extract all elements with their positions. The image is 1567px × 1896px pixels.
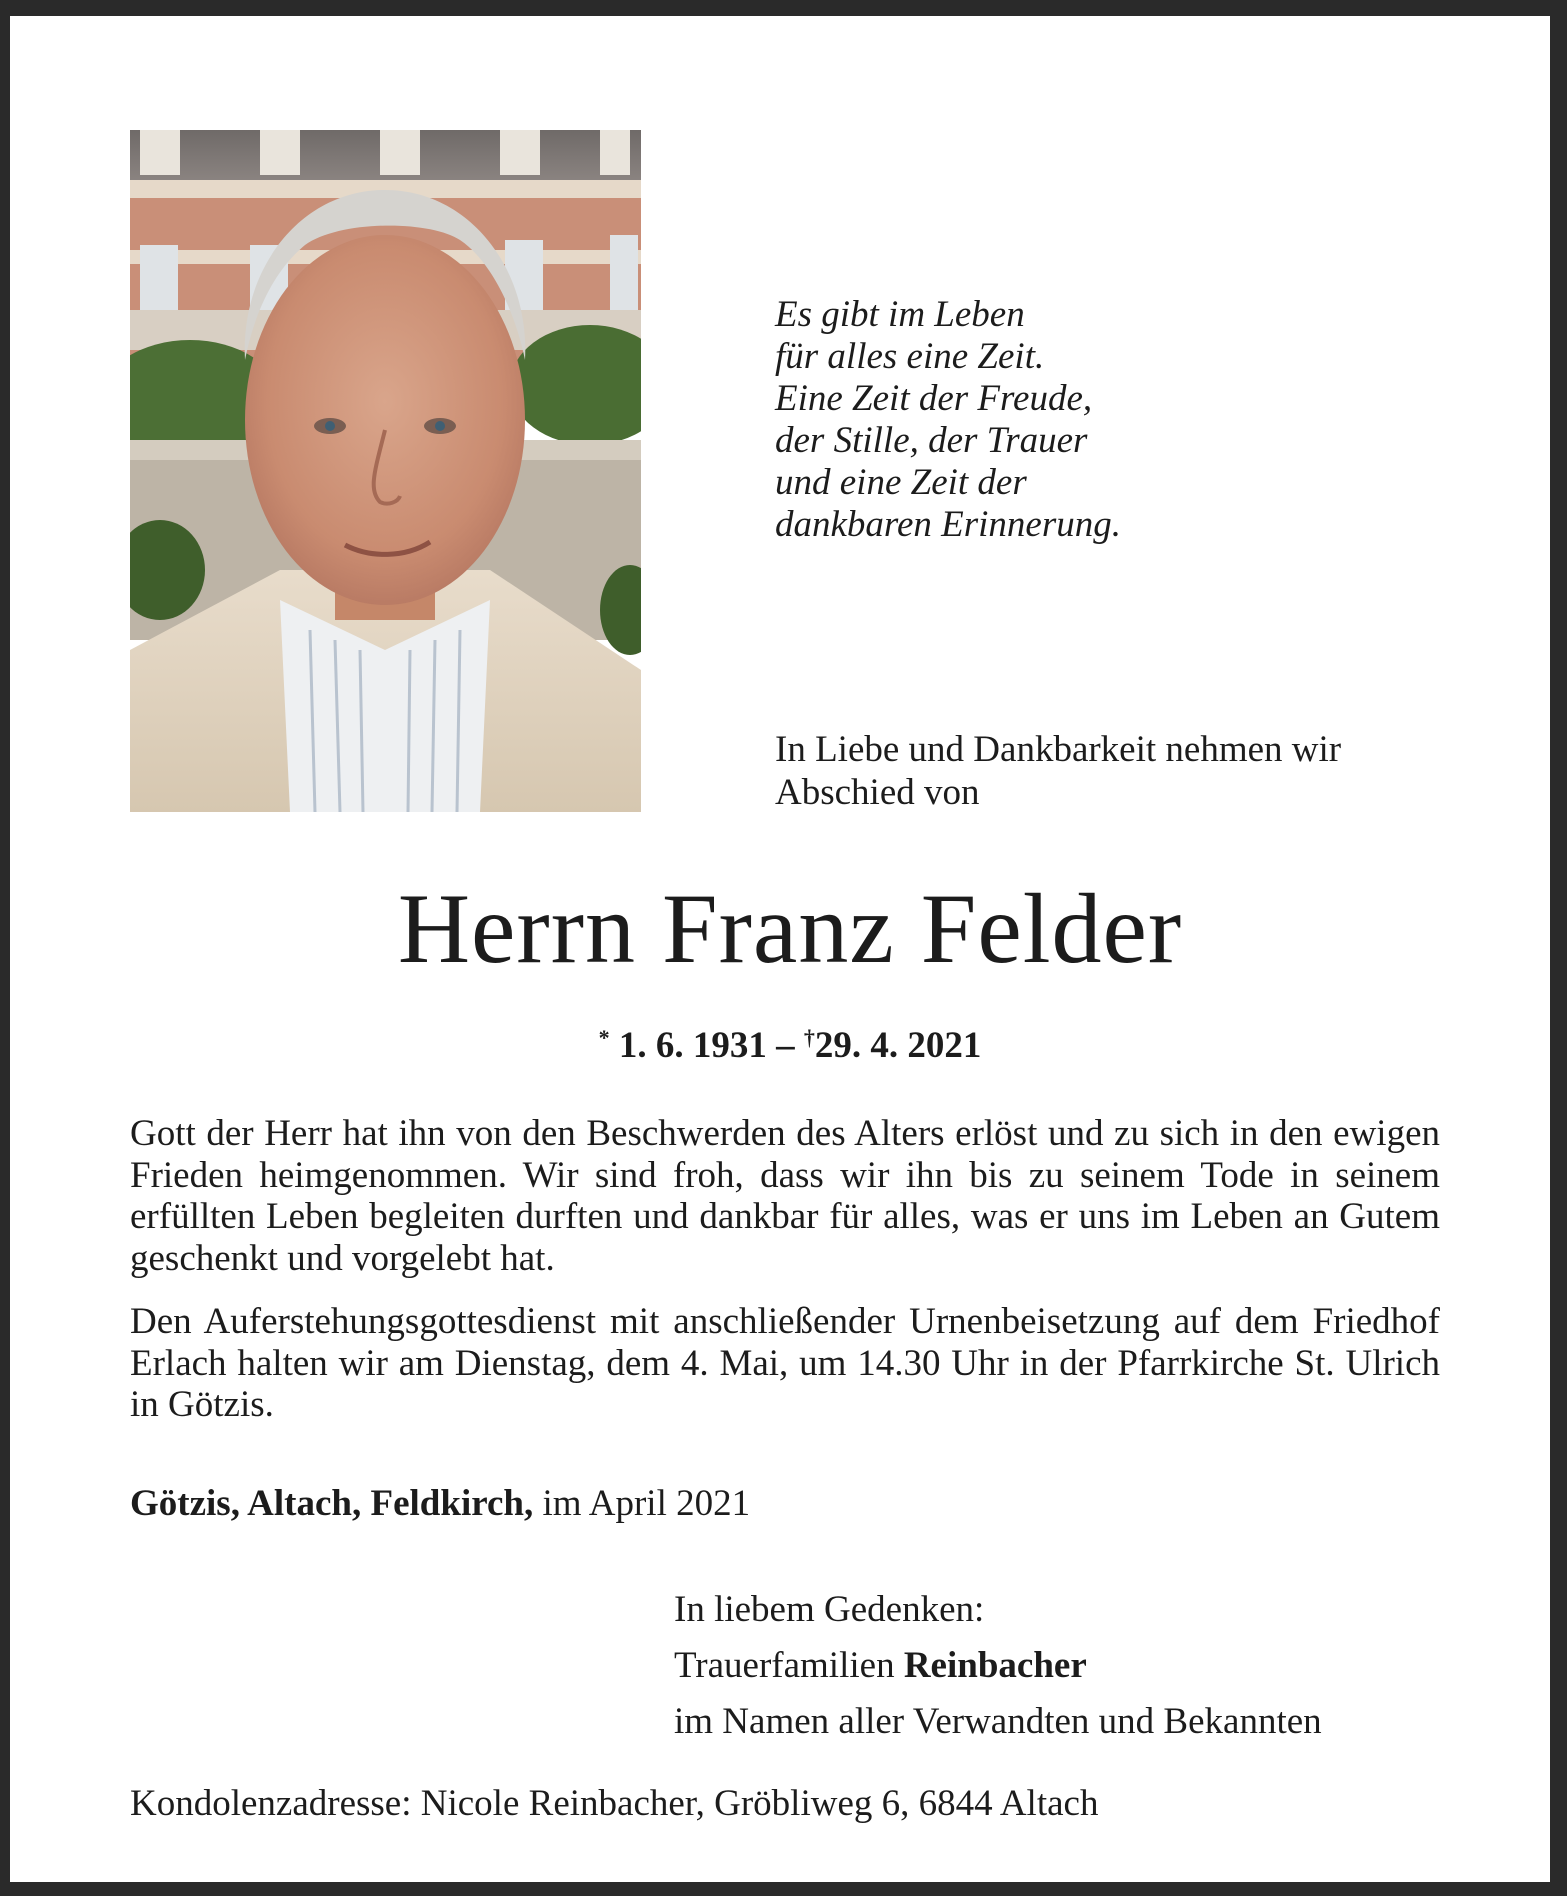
portrait-image <box>130 130 641 812</box>
poem-line: Es gibt im Leben <box>775 294 1025 335</box>
poem-line: und eine Zeit der <box>775 462 1027 503</box>
condolence-address: Kondolenzadresse: Nicole Reinbacher, Gröbliweg 6, 6844 Altach <box>130 1783 1099 1824</box>
families-prefix: Trauerfamilien <box>674 1645 895 1686</box>
closing-block <box>674 1582 1322 1750</box>
deceased-name: Herrn Franz Felder <box>397 873 1183 984</box>
poem-line: der Stille, der Trauer <box>775 420 1088 461</box>
poem-line: dankbaren Erinnerung. <box>775 504 1121 545</box>
death-symbol: † <box>803 1025 815 1050</box>
closing-line: In liebem Gedenken: <box>674 1589 985 1630</box>
places: Götzis, Altach, Feldkirch, <box>130 1483 534 1524</box>
intro-line: In Liebe und Dankbarkeit nehmen wir <box>775 729 1342 770</box>
birth-date: 1. 6. 1931 <box>618 1025 767 1066</box>
closing-line: im Namen aller Verwandten und Bekannten <box>674 1701 1322 1742</box>
poem <box>775 294 1121 546</box>
month-year: im April 2021 <box>542 1483 751 1524</box>
date-separator: – <box>776 1025 795 1066</box>
poem-line: Eine Zeit der Freude, <box>775 378 1093 419</box>
paragraph-service: Den Auferstehungsgottesdienst mit anschließender Urnenbeisetzung auf dem Friedhof Erlach halten wir am Dienstag, dem 4. Mai, um 14.30 Uhr in der Pfarrkirche St. Ulrich in Götzis. <box>130 1301 1440 1425</box>
portrait-photo <box>130 130 641 812</box>
life-dates <box>10 1016 1567 1068</box>
families-line <box>674 1638 1322 1694</box>
birth-symbol: * <box>598 1025 610 1050</box>
family-name: Reinbacher <box>903 1645 1087 1686</box>
death-date: 29. 4. 2021 <box>814 1025 982 1066</box>
intro-line: Abschied von <box>775 772 980 813</box>
farewell-intro <box>775 728 1341 814</box>
place-date <box>130 1482 750 1526</box>
obituary-page <box>10 16 1550 1882</box>
paragraph-release: Gott der Herr hat ihn von den Beschwerden des Alters erlöst und zu sich in den ewigen Frieden heimgenommen. Wir sind froh, dass wir ihn bis zu seinem Tode in seinem erfüllten Leben begleiten durften und dankbar für alles, was er uns im Leben an Gutem geschenkt und vorgelebt hat. <box>130 1113 1440 1279</box>
poem-line: für alles eine Zeit. <box>775 336 1045 377</box>
